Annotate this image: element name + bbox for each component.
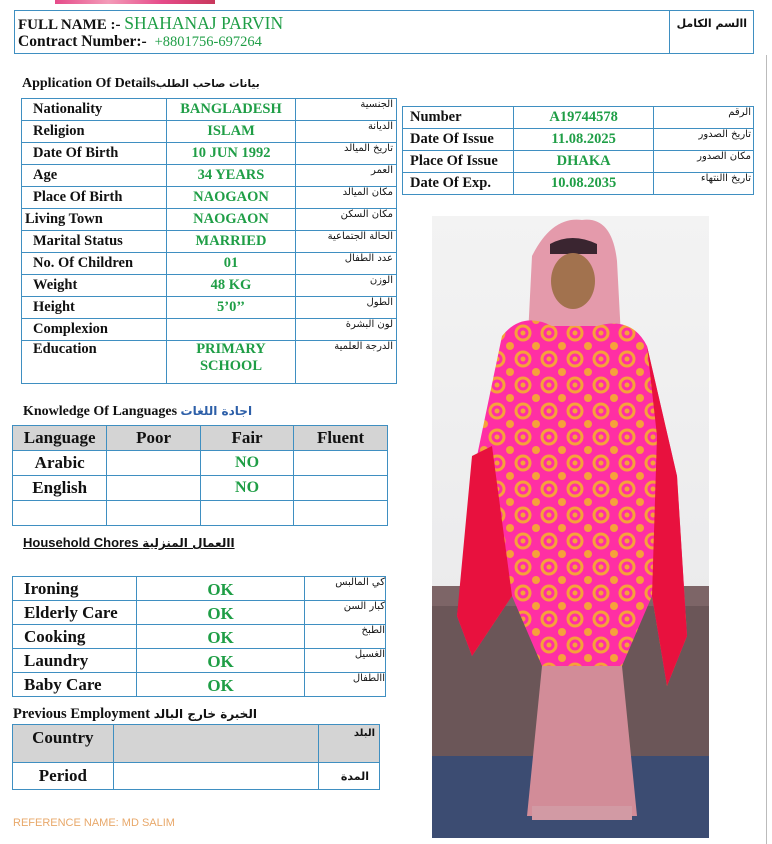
passport-value: 11.08.2025 bbox=[514, 129, 654, 151]
passport-label: Date Of Exp. bbox=[403, 173, 514, 195]
personal-value: 10 JUN 1992 bbox=[166, 143, 295, 165]
passport-arabic: مكان الصدور bbox=[654, 151, 754, 173]
personal-arabic: مكان السكن bbox=[296, 209, 397, 231]
passport-arabic: الرقم bbox=[654, 107, 754, 129]
personal-label: Age bbox=[22, 165, 167, 187]
language-name bbox=[13, 501, 107, 526]
chores-row bbox=[13, 649, 386, 673]
chores-row bbox=[13, 601, 386, 625]
personal-label: Nationality bbox=[22, 99, 167, 121]
personal-arabic: الحالة الجتماعية bbox=[296, 231, 397, 253]
passport-row bbox=[403, 151, 754, 173]
personal-label: Place Of Birth bbox=[22, 187, 167, 209]
chore-value: OK bbox=[137, 649, 304, 673]
personal-value bbox=[166, 319, 295, 341]
personal-row bbox=[22, 297, 397, 319]
chore-value: OK bbox=[137, 625, 304, 649]
passport-value: DHAKA bbox=[514, 151, 654, 173]
chores-title-ar: االعمال المنزلية bbox=[142, 536, 235, 550]
passport-row bbox=[403, 173, 754, 195]
personal-value: 34 YEARS bbox=[166, 165, 295, 187]
period-value bbox=[113, 763, 318, 790]
passport-row bbox=[403, 107, 754, 129]
language-name: English bbox=[13, 476, 107, 501]
personal-row bbox=[22, 121, 397, 143]
passport-label: Number bbox=[403, 107, 514, 129]
personal-label: Date Of Birth bbox=[22, 143, 167, 165]
passport-arabic: تاريخ االنتهاء bbox=[654, 173, 754, 195]
chore-label: Elderly Care bbox=[13, 601, 137, 625]
languages-title-en: Knowledge Of Languages bbox=[23, 404, 178, 419]
full-name-value: SHAHANAJ PARVIN bbox=[124, 13, 284, 33]
period-label: Period bbox=[13, 763, 114, 790]
personal-value: NAOGAON bbox=[166, 209, 295, 231]
language-fair: NO bbox=[200, 451, 293, 476]
chore-value: OK bbox=[137, 577, 304, 601]
chore-label: Baby Care bbox=[13, 673, 137, 697]
employment-title bbox=[13, 706, 257, 723]
employment-title-en: Previous Employment bbox=[13, 706, 151, 722]
chores-title-en: Household Chores bbox=[23, 535, 139, 550]
personal-arabic: الدرجة العلمية bbox=[296, 341, 397, 384]
personal-row bbox=[22, 99, 397, 121]
personal-row bbox=[22, 319, 397, 341]
languages-header-cell: Poor bbox=[107, 426, 200, 451]
country-label: Country bbox=[13, 725, 114, 763]
languages-header-cell: Fluent bbox=[294, 426, 388, 451]
personal-arabic: عدد الطفال bbox=[296, 253, 397, 275]
employment-country-row bbox=[13, 725, 380, 763]
chore-arabic: كبار السن bbox=[304, 601, 385, 625]
personal-details-table bbox=[21, 98, 397, 384]
personal-value: BANGLADESH bbox=[166, 99, 295, 121]
personal-label: Marital Status bbox=[22, 231, 167, 253]
personal-label: No. Of Children bbox=[22, 253, 167, 275]
personal-arabic: الطول bbox=[296, 297, 397, 319]
languages-header-cell: Fair bbox=[200, 426, 293, 451]
chore-arabic: الغسيل bbox=[304, 649, 385, 673]
chore-arabic: االطفال bbox=[304, 673, 385, 697]
passport-value: A19744578 bbox=[514, 107, 654, 129]
languages-title-ar: اجادة اللغات bbox=[180, 404, 253, 418]
chore-value: OK bbox=[137, 601, 304, 625]
application-title-en: Application Of Details bbox=[22, 76, 156, 91]
personal-row bbox=[22, 187, 397, 209]
chores-row bbox=[13, 625, 386, 649]
personal-arabic: تاريخ الميالد bbox=[296, 143, 397, 165]
personal-arabic: الوزن bbox=[296, 275, 397, 297]
reference-name: REFERENCE NAME: MD SALIM bbox=[13, 817, 175, 829]
personal-row bbox=[22, 231, 397, 253]
page-edge-line bbox=[766, 55, 767, 844]
country-value bbox=[113, 725, 318, 763]
chore-arabic: الطبخ bbox=[304, 625, 385, 649]
personal-arabic: الديانة bbox=[296, 121, 397, 143]
full-name-label: FULL NAME :- bbox=[18, 17, 121, 33]
language-poor bbox=[107, 501, 200, 526]
personal-arabic: لون البشرة bbox=[296, 319, 397, 341]
chores-row bbox=[13, 673, 386, 697]
personal-label: Living Town bbox=[22, 209, 167, 231]
language-name: Arabic bbox=[13, 451, 107, 476]
personal-row bbox=[22, 341, 397, 384]
languages-row bbox=[13, 476, 388, 501]
language-poor bbox=[107, 451, 200, 476]
period-arabic: المدة bbox=[319, 763, 380, 790]
language-fluent bbox=[294, 501, 388, 526]
employment-table bbox=[12, 724, 380, 790]
contract-line bbox=[18, 33, 262, 51]
personal-value: NAOGAON bbox=[166, 187, 295, 209]
language-fluent bbox=[294, 476, 388, 501]
personal-arabic: الجنسية bbox=[296, 99, 397, 121]
passport-table bbox=[402, 106, 754, 195]
employment-title-ar: الخبرة خارج البالد bbox=[153, 707, 257, 721]
decorative-top-stripe bbox=[55, 0, 215, 4]
chores-table bbox=[12, 576, 386, 697]
full-name-arabic: االسم الكامل bbox=[676, 17, 747, 30]
language-fair: NO bbox=[200, 476, 293, 501]
personal-row bbox=[22, 275, 397, 297]
chore-label: Ironing bbox=[13, 577, 137, 601]
personal-arabic: العمر bbox=[296, 165, 397, 187]
personal-value: PRIMARY SCHOOL bbox=[166, 341, 295, 384]
languages-row bbox=[13, 451, 388, 476]
header-divider bbox=[669, 11, 670, 53]
passport-label: Date Of Issue bbox=[403, 129, 514, 151]
languages-header-cell: Language bbox=[13, 426, 107, 451]
personal-row bbox=[22, 209, 397, 231]
application-title-ar: بيانات صاحب الطلب bbox=[155, 78, 260, 90]
contract-label: Contract Number:- bbox=[18, 33, 147, 50]
languages-table bbox=[12, 425, 388, 526]
passport-value: 10.08.2035 bbox=[514, 173, 654, 195]
personal-value: 01 bbox=[166, 253, 295, 275]
personal-label: Height bbox=[22, 297, 167, 319]
personal-row bbox=[22, 165, 397, 187]
personal-value: 48 KG bbox=[166, 275, 295, 297]
personal-row bbox=[22, 253, 397, 275]
chore-value: OK bbox=[137, 673, 304, 697]
personal-value: ISLAM bbox=[166, 121, 295, 143]
candidate-photo bbox=[432, 216, 709, 838]
personal-label: Weight bbox=[22, 275, 167, 297]
employment-period-row bbox=[13, 763, 380, 790]
chores-row bbox=[13, 577, 386, 601]
personal-label: Education bbox=[22, 341, 167, 384]
language-fluent bbox=[294, 451, 388, 476]
full-name-line bbox=[18, 13, 283, 34]
personal-arabic: مكان الميالد bbox=[296, 187, 397, 209]
chore-label: Cooking bbox=[13, 625, 137, 649]
chores-title bbox=[23, 535, 235, 550]
chore-arabic: كي المالبس bbox=[304, 577, 385, 601]
languages-header-row bbox=[13, 426, 388, 451]
contract-number: +8801756-697264 bbox=[154, 34, 262, 50]
personal-label: Complexion bbox=[22, 319, 167, 341]
personal-value: 5’0’’ bbox=[166, 297, 295, 319]
passport-label: Place Of Issue bbox=[403, 151, 514, 173]
languages-row bbox=[13, 501, 388, 526]
passport-arabic: تاريخ الصدور bbox=[654, 129, 754, 151]
languages-title bbox=[23, 404, 252, 420]
chore-label: Laundry bbox=[13, 649, 137, 673]
personal-value: MARRIED bbox=[166, 231, 295, 253]
language-fair bbox=[200, 501, 293, 526]
name-header-box bbox=[14, 10, 754, 54]
passport-row bbox=[403, 129, 754, 151]
language-poor bbox=[107, 476, 200, 501]
country-arabic: البلد bbox=[319, 725, 380, 763]
personal-label: Religion bbox=[22, 121, 167, 143]
personal-row bbox=[22, 143, 397, 165]
application-title bbox=[22, 76, 260, 92]
